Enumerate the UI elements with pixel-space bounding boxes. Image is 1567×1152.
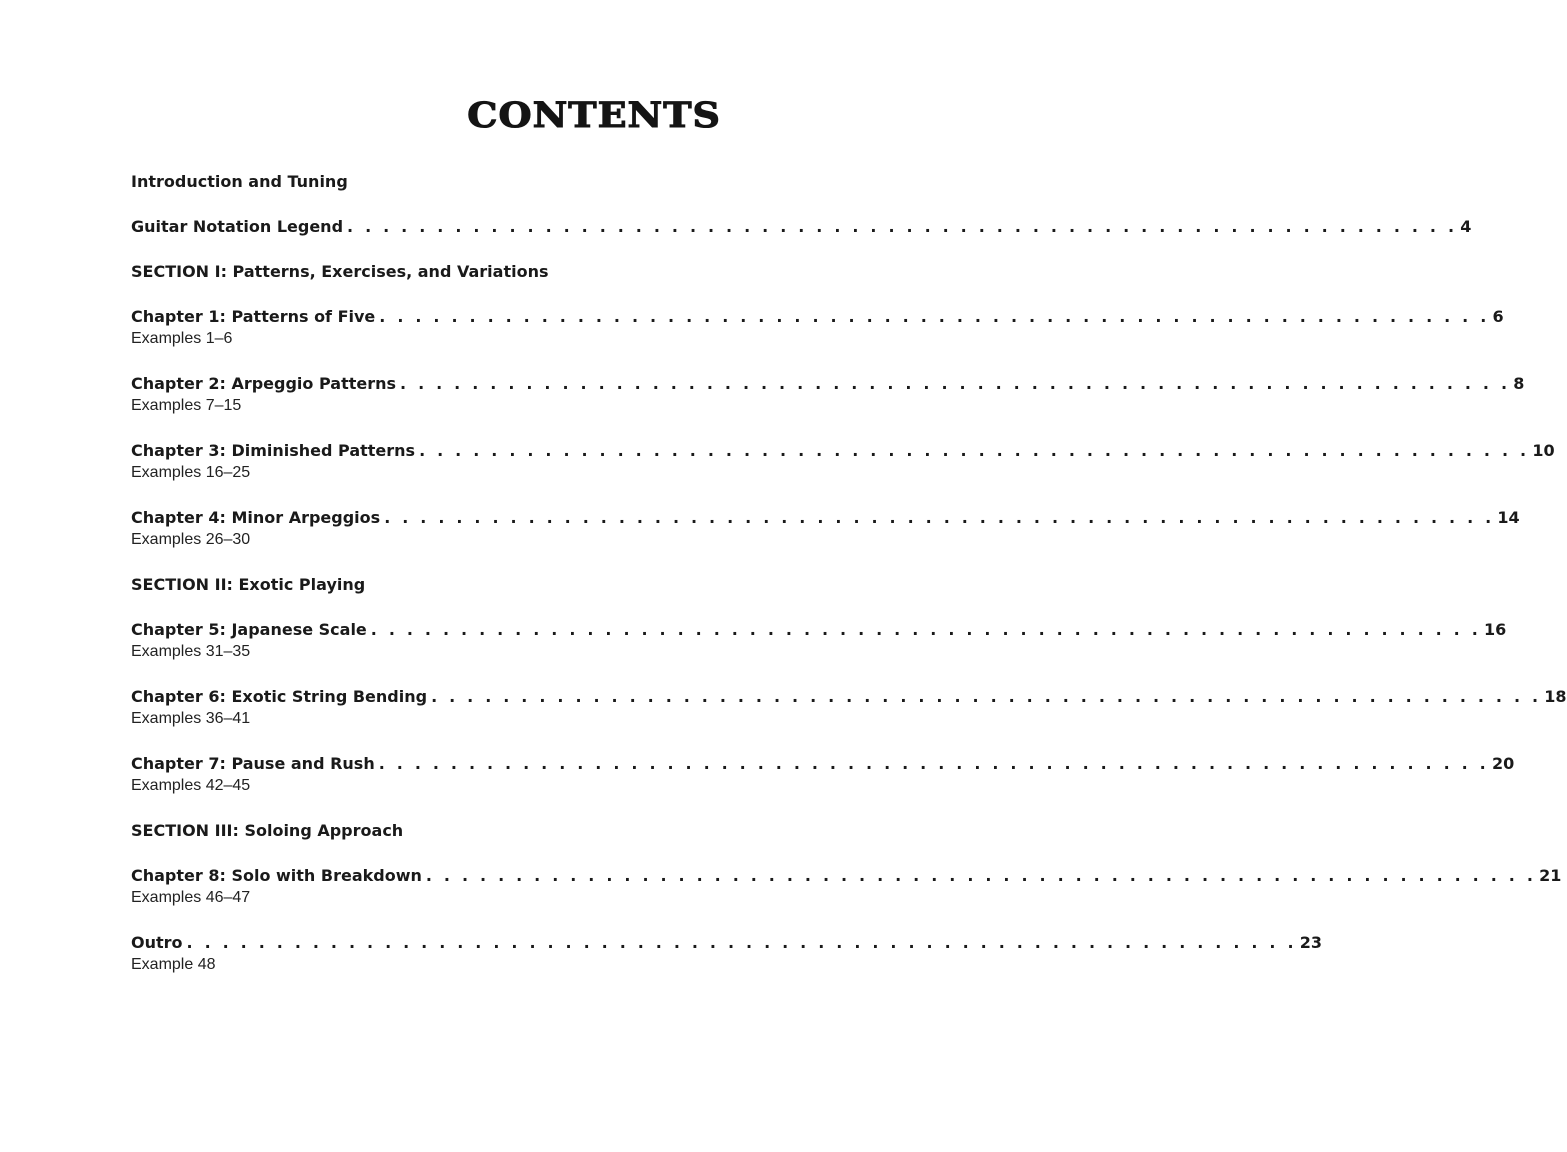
entry-label: Chapter 4: Minor Arpeggios [131,508,381,527]
toc-entry-notation-legend[interactable] [131,216,1472,238]
toc-entry-chapter-1[interactable] [131,306,1504,350]
toc-entry-chapter-6[interactable] [131,686,1567,730]
dot-leader: . . . . . . . . . . . . . . . . . . . . . . . . . . . . . . . . . . . . . . . . . . . . . . . . . . . . . . . . . . . . . . [370,620,1482,639]
entry-examples: Example 48 [131,956,216,973]
dot-leader: . . . . . . . . . . . . . . . . . . . . . . . . . . . . . . . . . . . . . . . . . . . . . . . . . . . . . . . . . . . . . . [347,217,1458,236]
entry-examples: Examples 7–15 [131,397,242,414]
page-number: 18 [1544,687,1567,706]
entry-label: Chapter 5: Japanese Scale [131,620,367,639]
page-number: 23 [1299,933,1323,952]
entry-label: Chapter 2: Arpeggio Patterns [131,374,397,393]
dot-leader: . . . . . . . . . . . . . . . . . . . . . . . . . . . . . . . . . . . . . . . . . . . . . . . . . . . . . . . . . . . . . . [400,374,1511,393]
entry-label: Chapter 8: Solo with Breakdown [131,866,422,885]
toc-entry-chapter-5[interactable] [131,619,1507,663]
page-number: 21 [1539,866,1562,885]
heading-text: SECTION II: Exotic Playing [131,575,366,594]
page-number: 20 [1491,754,1515,773]
toc-entry-chapter-2[interactable] [131,373,1525,417]
heading-text: SECTION III: Soloing Approach [131,821,404,840]
dot-leader: . . . . . . . . . . . . . . . . . . . . . . . . . . . . . . . . . . . . . . . . . . . . . . . . . . . . . . . . . . . . . . [186,933,1297,952]
page-number: 10 [1532,441,1555,460]
entry-label: Chapter 6: Exotic String Bending [131,687,428,706]
page-number: 16 [1484,620,1507,639]
entry-examples: Examples 16–25 [131,464,251,481]
heading-text: SECTION I: Patterns, Exercises, and Variations [131,262,549,281]
entry-examples: Examples 31–35 [131,643,251,660]
entry-examples: Examples 46–47 [131,889,251,906]
entry-label: Guitar Notation Legend [131,217,344,236]
entry-label: Outro [131,933,183,952]
dot-leader: . . . . . . . . . . . . . . . . . . . . . . . . . . . . . . . . . . . . . . . . . . . . . . . . . . . . . . . . . . . . . . [378,754,1489,773]
entry-examples: Examples 1–6 [131,330,233,347]
entry-examples: Examples 36–41 [131,710,251,727]
toc-heading-section-3 [131,820,718,842]
entry-examples: Examples 26–30 [131,531,251,548]
dot-leader: . . . . . . . . . . . . . . . . . . . . . . . . . . . . . . . . . . . . . . . . . . . . . . . . . . . . . . . . . . . . . . [425,866,1537,885]
entry-label: Chapter 7: Pause and Rush [131,754,375,773]
page-number: 14 [1497,508,1520,527]
dot-leader: . . . . . . . . . . . . . . . . . . . . . . . . . . . . . . . . . . . . . . . . . . . . . . . . . . . . . . . . . . . . . . [431,687,1542,706]
toc-entry-chapter-3[interactable] [131,440,1555,484]
dot-leader: . . . . . . . . . . . . . . . . . . . . . . . . . . . . . . . . . . . . . . . . . . . . . . . . . . . . . . . . . . . . . . [384,508,1495,527]
toc-entry-outro[interactable] [131,932,1323,976]
toc-entry-chapter-8[interactable] [131,865,1562,909]
page-number: 4 [1460,217,1472,236]
entry-label: Chapter 3: Diminished Patterns [131,441,416,460]
entry-examples: Examples 42–45 [131,777,251,794]
toc-heading-intro [131,171,718,193]
entry-label: Chapter 1: Patterns of Five [131,307,376,326]
page-number: 6 [1492,307,1504,326]
page-title: CONTENTS [467,94,721,136]
heading-text: Introduction and Tuning [131,172,348,191]
toc-entry-chapter-7[interactable] [131,753,1515,797]
dot-leader: . . . . . . . . . . . . . . . . . . . . . . . . . . . . . . . . . . . . . . . . . . . . . . . . . . . . . . . . . . . . . . [419,441,1530,460]
toc-heading-section-2 [131,574,718,596]
dot-leader: . . . . . . . . . . . . . . . . . . . . . . . . . . . . . . . . . . . . . . . . . . . . . . . . . . . . . . . . . . . . . . [379,307,1490,326]
toc-heading-section-1 [131,261,718,283]
page-number: 8 [1513,374,1525,393]
toc-entry-chapter-4[interactable] [131,507,1520,551]
